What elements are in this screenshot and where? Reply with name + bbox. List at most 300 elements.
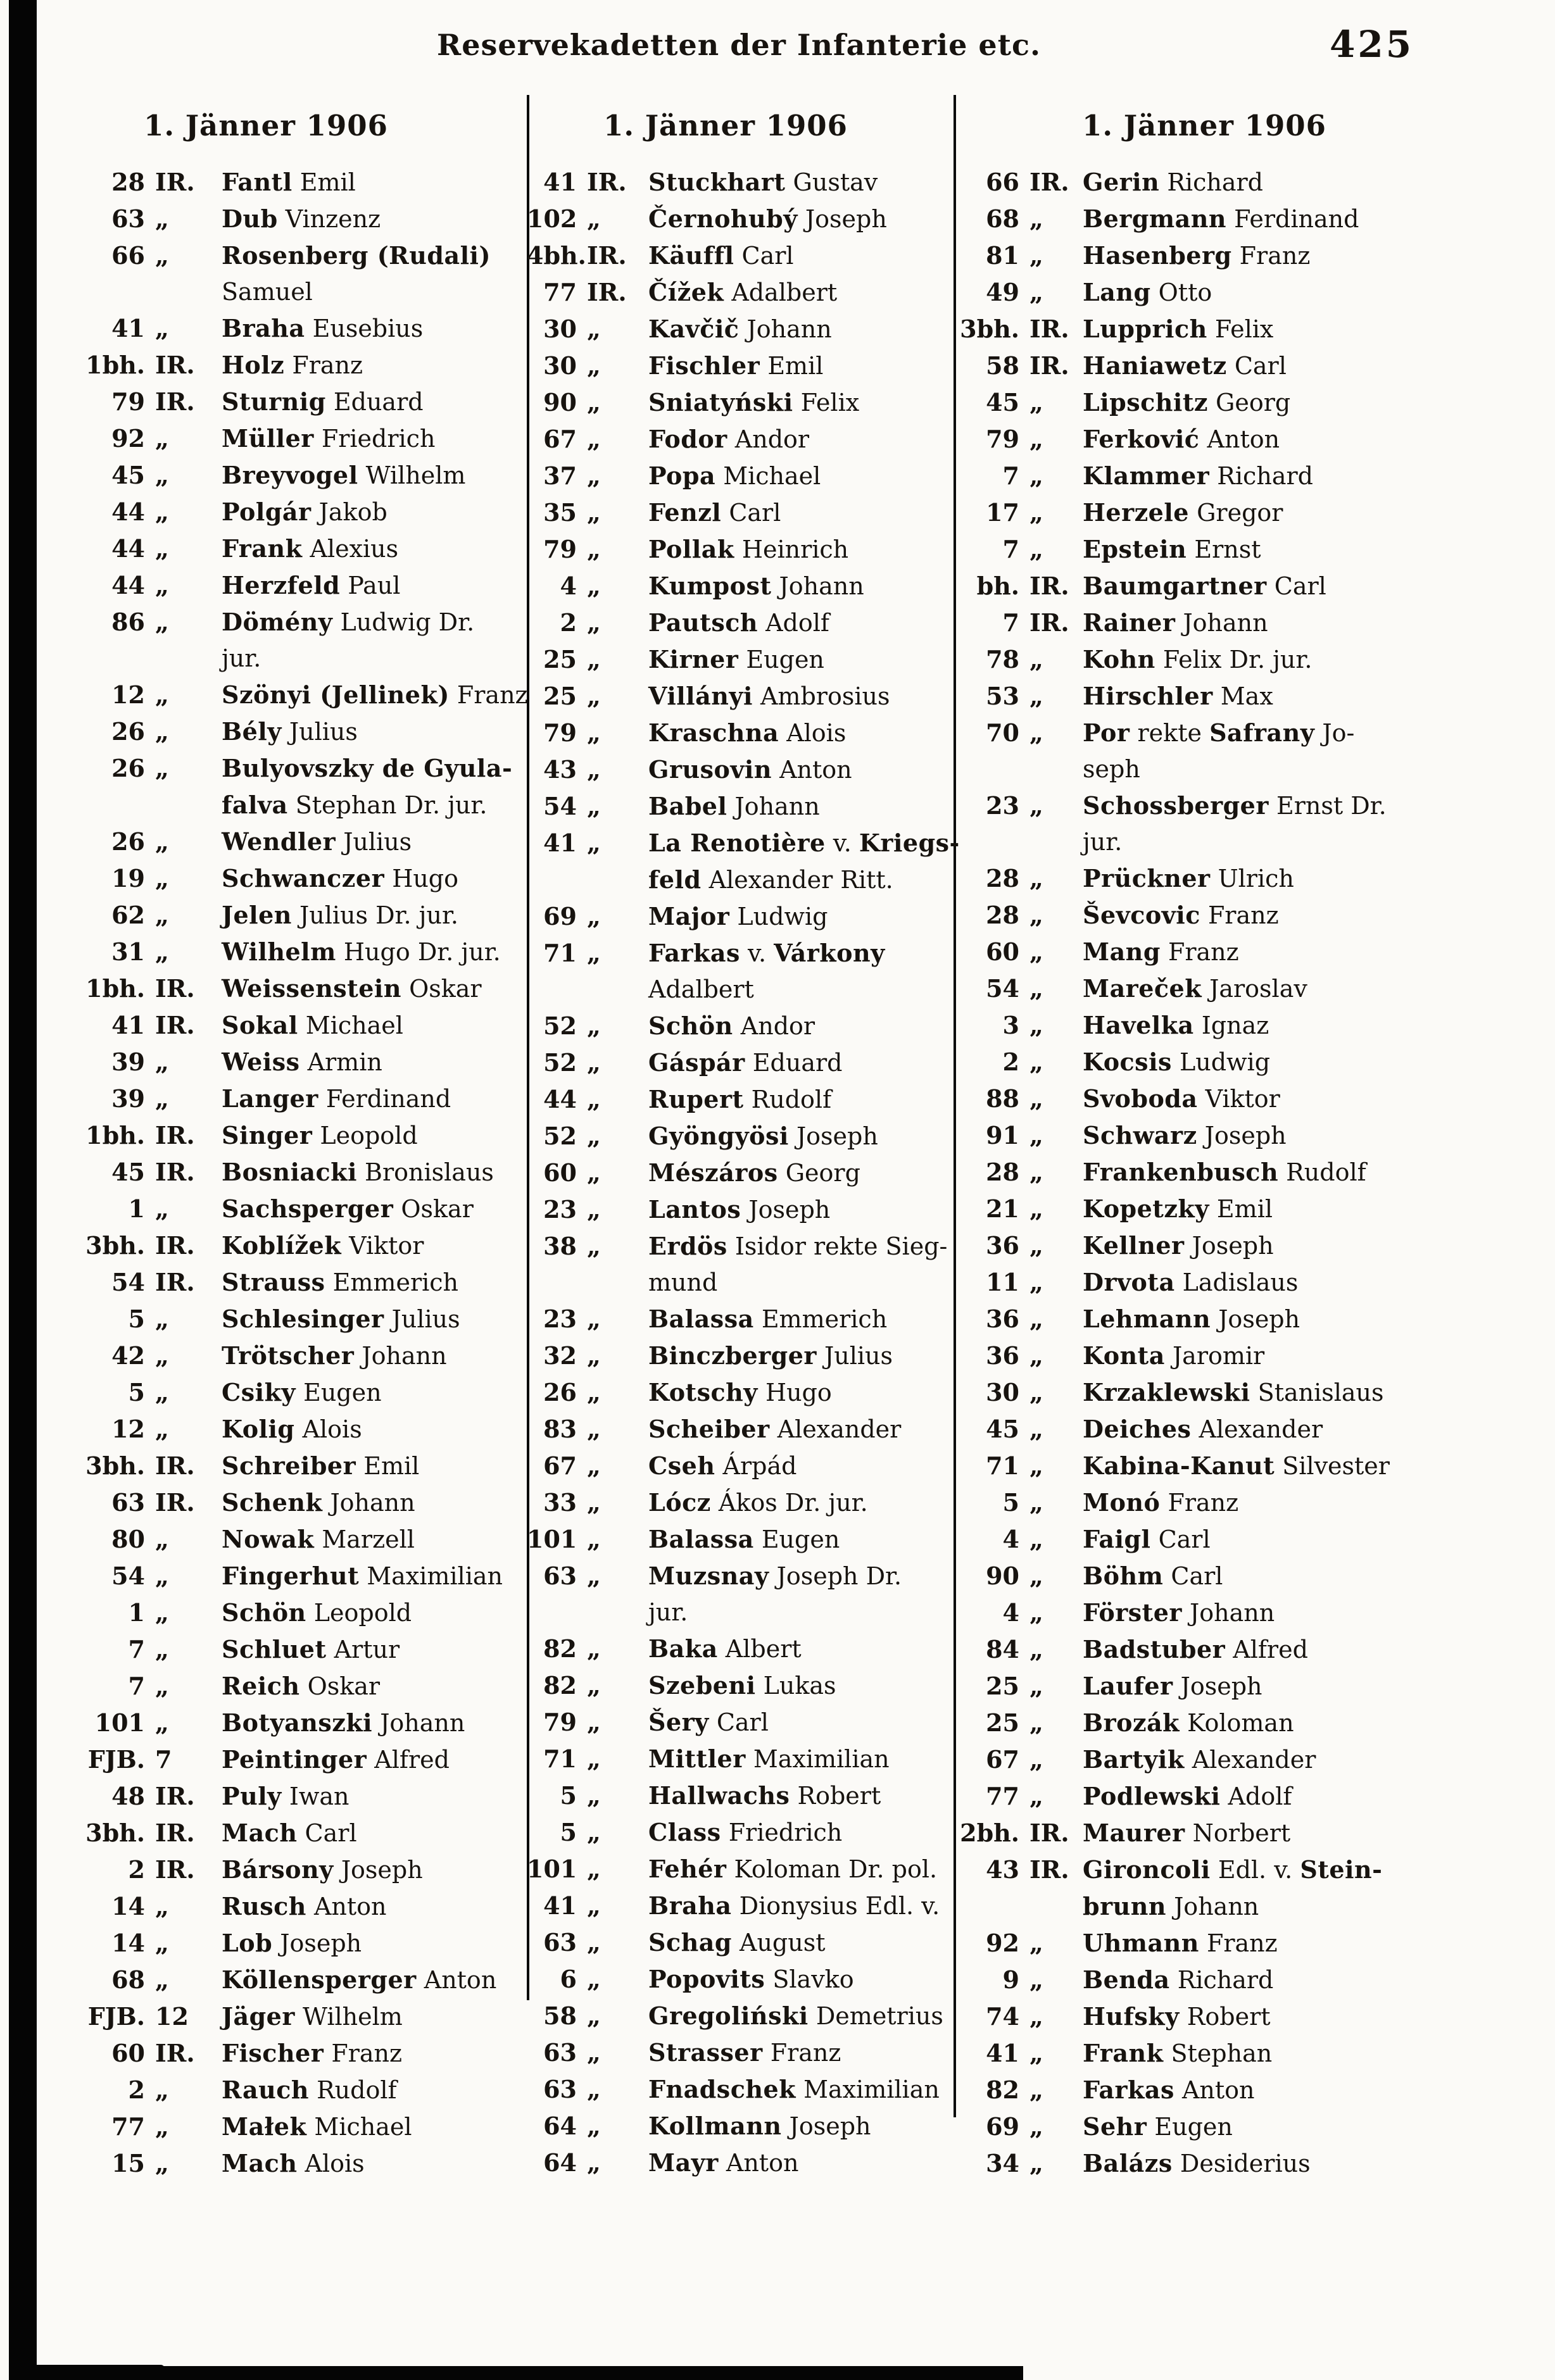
regiment-number: 35 [543,498,577,527]
person-name: Šery Carl [648,1708,769,1736]
regiment-type: IR. [1029,351,1069,380]
register-entry [38,1044,527,1080]
register-entry [38,897,527,934]
register-entry [527,1337,952,1374]
regiment-number: 4 [1002,1525,1019,1553]
register-entry [952,1521,1520,1558]
register-entry [952,1117,1520,1154]
register-entry [527,1667,952,1704]
regiment-type: „ [587,1085,601,1113]
regiment-type: IR. [1029,168,1069,196]
regiment-type: „ [1029,1598,1043,1627]
person-name: Podlewski Adolf [1083,1782,1292,1810]
regiment-type: „ [587,2112,601,2140]
regiment-number: 102 [527,204,577,233]
person-name: Lob Joseph [222,1929,362,1957]
regiment-number: 2 [560,608,577,637]
regiment-number: 81 [986,241,1019,270]
regiment-type: „ [1029,1562,1043,1590]
register-entry [952,237,1520,274]
register-entry [952,568,1520,604]
regiment-number: 7 [1002,608,1019,637]
register-entry [38,530,527,567]
register-entry [527,384,952,421]
regiment-type: „ [155,937,169,966]
register-entry [527,1008,952,1044]
regiment-type: 12 [155,2002,189,2031]
person-name: Černohubý Joseph [648,204,887,233]
register-entry [38,237,527,310]
regiment-number: 64 [543,2112,577,2140]
register-entry [527,1777,952,1814]
regiment-type: IR. [155,1121,195,1149]
regiment-number: 63 [111,1488,145,1517]
regiment-number: 37 [543,461,577,490]
regiment-number: 52 [543,1122,577,1150]
regiment-type: „ [1029,241,1043,270]
regiment-number: 54 [111,1562,145,1590]
register-entry [952,2108,1520,2145]
regiment-number: 79 [543,535,577,563]
regiment-type: „ [587,351,601,380]
register-entry [38,310,527,347]
person-name: Uhmann Franz [1083,1929,1278,1957]
person-name: Fantl Emil [222,168,356,196]
regiment-type: „ [1029,1231,1043,1260]
register-entry [38,1007,527,1044]
register-entry [952,274,1520,311]
column-middle [527,109,960,2181]
person-name: Bély Julius [222,717,358,746]
person-name: Braha Dionysius Edl. v. [648,1891,940,1920]
register-entry [38,1448,527,1484]
register-entry [38,1374,527,1411]
person-name: Hallwachs Robert [648,1781,881,1810]
register-entry [952,1374,1520,1411]
regiment-number: 38 [543,1232,577,1260]
regiment-number: 39 [111,1048,145,1076]
register-entry [38,1484,527,1521]
regiment-number: 92 [111,424,145,453]
person-name: Gerin Richard [1083,168,1263,196]
person-name: Deiches Alexander [1083,1415,1323,1443]
regiment-number: 7 [128,1635,145,1663]
regiment-number: 67 [543,1451,577,1480]
register-entry [952,1411,1520,1448]
regiment-number: 41 [111,314,145,342]
person-name: Mészáros Georg [648,1158,860,1187]
person-name: Mittler Maximilian [648,1744,890,1773]
regiment-type: „ [155,1562,169,1590]
person-name: Fenzl Carl [648,498,781,527]
register-entry [527,2034,952,2071]
regiment-number: 68 [111,1965,145,1994]
register-entry [38,1191,527,1227]
person-name: Herzfeld Paul [222,571,401,599]
person-name: Gyöngyösi Joseph [648,1122,878,1150]
person-name: Herzele Gregor [1083,498,1283,527]
register-entry [527,1924,952,1961]
regiment-number: 2bh. [960,1819,1019,1847]
register-entry [527,164,952,201]
regiment-type: „ [587,461,601,490]
regiment-type: „ [155,608,169,636]
regiment-number: 60 [111,2039,145,2067]
regiment-number: 66 [111,241,145,270]
regiment-number: 14 [111,1892,145,1920]
regiment-number: 101 [527,1855,577,1883]
register-entry [527,1191,952,1228]
regiment-type: „ [1029,1341,1043,1370]
regiment-number: 44 [111,534,145,563]
person-name: Wendler Julius [222,827,412,856]
column-date-heading: 1. Jänner 1906 [1082,109,1326,142]
register-entry [952,2072,1520,2108]
regiment-type: „ [1029,1782,1043,1810]
regiment-number: 69 [543,902,577,930]
regiment-type: „ [587,1928,601,1957]
regiment-number: 23 [543,1305,577,1333]
person-name: Schenk Johann [222,1488,415,1517]
regiment-type: IR. [587,241,627,270]
regiment-type: „ [587,1818,601,1846]
regiment-number: 34 [986,2149,1019,2177]
register-entry [38,1521,527,1558]
register-entry [38,1888,527,1925]
person-name: Drvota Ladislaus [1083,1268,1299,1296]
register-entry [38,1227,527,1264]
register-entry [527,715,952,751]
regiment-type: „ [587,1048,601,1077]
regiment-number: 54 [986,974,1019,1003]
regiment-number: 84 [986,1635,1019,1663]
regiment-type: „ [1029,388,1043,416]
regiment-type: „ [587,645,601,673]
regiment-type: „ [155,1048,169,1076]
register-entry [527,604,952,641]
regiment-type: „ [155,2112,169,2141]
person-name: Farkas v. Várkony Adalbert [648,939,885,1003]
regiment-number: 90 [986,1562,1019,1590]
register-entry [952,860,1520,897]
person-name: Schreiber Emil [222,1451,420,1480]
regiment-number: 63 [111,204,145,233]
register-entry [952,970,1520,1007]
regiment-number: 19 [111,864,145,892]
person-name: Lantos Joseph [648,1195,831,1224]
regiment-type: „ [155,314,169,342]
regiment-type: „ [155,204,169,233]
person-name: Szönyi (Jellinek) Franz [222,680,528,709]
regiment-number: 60 [986,937,1019,966]
register-entry [38,2145,527,2182]
person-name: Kellner Joseph [1083,1231,1274,1260]
regiment-number: 28 [986,1158,1019,1186]
regiment-number: 43 [543,755,577,784]
person-name: Čížek Adalbert [648,278,838,306]
regiment-number: 5 [560,1818,577,1846]
regiment-type: „ [1029,2149,1043,2177]
regiment-number: 5 [128,1378,145,1406]
person-name: Mang Franz [1083,937,1239,966]
register-entry [38,1337,527,1374]
register-entry [527,2145,952,2181]
person-name: Kolig Alois [222,1415,362,1443]
regiment-number: 32 [543,1341,577,1370]
register-entry [952,1815,1520,1851]
regiment-number: 2 [1002,1048,1019,1076]
regiment-type: IR. [155,1451,195,1480]
regiment-number: 36 [986,1231,1019,1260]
person-name: Lupprich Felix [1083,315,1274,343]
person-name: Kopetzky Emil [1083,1194,1273,1223]
person-name: Rainer Johann [1083,608,1268,637]
regiment-number: 86 [111,608,145,636]
regiment-number: 53 [986,682,1019,710]
regiment-number: 41 [543,168,577,196]
regiment-number: 77 [111,2112,145,2141]
regiment-type: „ [587,1855,601,1883]
regiment-type: IR. [155,1488,195,1517]
register-entry [38,1558,527,1594]
register-entry [38,1815,527,1851]
person-name: Brozák Koloman [1083,1708,1294,1737]
register-entry [38,1301,527,1337]
person-name: La Renotière v. Kriegs- feld Alexander Ritt. [648,829,960,894]
register-entry [952,1998,1520,2035]
person-name: Kollmann Joseph [648,2112,871,2140]
person-name: Förster Johann [1083,1598,1275,1627]
regiment-number: 3bh. [85,1451,145,1480]
person-name: Schön Andor [648,1012,815,1040]
register-entry [527,1228,952,1301]
register-entry [38,1925,527,1962]
regiment-number: 68 [986,204,1019,233]
person-name: Badstuber Alfred [1083,1635,1308,1663]
column-date-heading: 1. Jänner 1906 [603,109,848,142]
person-name: Balassa Eugen [648,1525,840,1553]
regiment-type: „ [1029,1635,1043,1663]
person-name: Haniawetz Carl [1083,351,1287,380]
register-entry [952,1668,1520,1705]
regiment-type: „ [1029,1378,1043,1406]
regiment-number: 1bh. [85,1121,145,1149]
regiment-number: 41 [543,829,577,857]
register-entry [527,1118,952,1155]
regiment-type: „ [155,827,169,856]
person-name: Svoboda Viktor [1083,1084,1280,1113]
regiment-number: 77 [543,278,577,306]
regiment-type: „ [1029,1194,1043,1223]
person-name: Kumpost Johann [648,572,864,600]
person-name: Popovits Slavko [648,1965,854,1993]
regiment-type: „ [587,682,601,710]
regiment-type: „ [1029,278,1043,306]
person-name: Balassa Emmerich [648,1305,888,1333]
person-name: Pollak Heinrich [648,535,849,563]
register-entry [527,1155,952,1191]
register-columns [38,109,1520,2182]
register-entry [952,458,1520,494]
regiment-number: 14 [111,1929,145,1957]
person-name: Monó Franz [1083,1488,1239,1517]
register-entry [952,494,1520,531]
regiment-type: „ [155,1415,169,1443]
regiment-number: 54 [111,1268,145,1296]
register-entry [527,1448,952,1484]
regiment-number: 23 [543,1195,577,1224]
regiment-type: „ [155,2149,169,2177]
regiment-type: „ [155,680,169,709]
regiment-number: 26 [543,1378,577,1406]
register-entry [527,1521,952,1558]
register-entry [527,1374,952,1411]
regiment-type: „ [1029,1672,1043,1700]
regiment-type: IR. [1029,1855,1069,1884]
regiment-number: 79 [543,718,577,747]
regiment-type: „ [587,1634,601,1663]
regiment-type: IR. [1029,608,1069,637]
regiment-type: IR. [155,2039,195,2067]
regiment-type: „ [587,829,601,857]
person-name: Bosniacki Bronislaus [222,1158,494,1186]
regiment-type: IR. [1029,572,1069,600]
regiment-number: 1 [128,1598,145,1627]
register-entry [38,713,527,750]
regiment-type: „ [587,792,601,820]
regiment-number: 5 [560,1781,577,1810]
regiment-type: „ [587,608,601,637]
regiment-type: IR. [155,1819,195,1847]
regiment-type: „ [1029,535,1043,563]
regiment-number: 26 [111,754,145,782]
person-name: Lipschitz Georg [1083,388,1291,416]
regiment-type: „ [587,2075,601,2103]
person-name: Konta Jaromir [1083,1341,1265,1370]
register-entry [527,1484,952,1521]
register-entry [38,1631,527,1668]
person-name: Hufsky Robert [1083,2002,1271,2031]
regiment-number: 15 [111,2149,145,2177]
regiment-number: 1bh. [85,974,145,1003]
regiment-number: 12 [111,1415,145,1443]
regiment-type: „ [155,717,169,746]
person-name: Cseh Árpád [648,1451,797,1480]
regiment-type: „ [1029,1451,1043,1480]
person-name: Schlesinger Julius [222,1305,460,1333]
person-name: Breyvogel Wilhelm [222,461,466,489]
person-name: Scheiber Alexander [648,1415,902,1443]
regiment-type: „ [1029,645,1043,673]
regiment-type: „ [155,1341,169,1370]
regiment-number: 52 [543,1012,577,1040]
person-name: Mach Alois [222,2149,365,2177]
person-name: Fodor Andor [648,425,810,453]
person-name: Popa Michael [648,461,821,490]
person-name: Epstein Ernst [1083,535,1261,563]
person-name: Trötscher Johann [222,1341,447,1370]
regiment-type: „ [587,1744,601,1773]
person-name: Maurer Norbert [1083,1819,1291,1847]
person-name: Bergmann Ferdinand [1083,204,1359,233]
regiment-number: 79 [986,425,1019,453]
register-entry [38,970,527,1007]
person-name: Ševcovic Franz [1083,901,1279,929]
regiment-number: 4 [560,572,577,600]
regiment-number: 70 [986,718,1019,747]
regiment-type: „ [1029,1965,1043,1994]
register-entry [952,1191,1520,1227]
register-entry [527,237,952,274]
register-entry [952,1962,1520,1998]
person-name: Kocsis Ludwig [1083,1048,1271,1076]
regiment-number: bh. [976,572,1019,600]
regiment-type: „ [1029,1121,1043,1149]
register-entry [952,1448,1520,1484]
register-entry [527,568,952,604]
person-name: Kraschna Alois [648,718,847,747]
register-entry [527,1558,952,1631]
register-entry [527,1998,952,2034]
register-entry [952,531,1520,568]
regiment-type: IR. [1029,315,1069,343]
regiment-type: „ [1029,2039,1043,2067]
regiment-type: „ [155,1929,169,1957]
regiment-number: 90 [543,388,577,416]
regiment-type: „ [1029,425,1043,453]
person-name: Hasenberg Franz [1083,241,1311,270]
regiment-number: 45 [111,461,145,489]
regiment-type: IR. [155,1231,195,1260]
regiment-number: 64 [543,2148,577,2177]
person-name: Faigl Carl [1083,1525,1211,1553]
person-name: Käuffl Carl [648,241,794,270]
regiment-number: 3bh. [85,1819,145,1847]
register-entry [952,348,1520,384]
register-entry [527,641,952,678]
regiment-number: 25 [543,645,577,673]
regiment-number: 63 [543,2038,577,2067]
regiment-type: „ [155,461,169,489]
person-name: Polgár Jakob [222,498,387,526]
regiment-type: „ [155,1672,169,1700]
person-name: Małek Michael [222,2112,412,2141]
regiment-type: „ [1029,937,1043,966]
person-name: Class Friedrich [648,1818,843,1846]
register-entry [38,1411,527,1448]
regiment-number: 41 [986,2039,1019,2067]
person-name: Rupert Rudolf [648,1085,832,1113]
person-name: Reich Oskar [222,1672,381,1700]
register-entry [527,311,952,348]
register-entry [952,421,1520,458]
person-name: Schossberger Ernst Dr. jur. [1083,791,1387,856]
person-name: Schwarz Joseph [1083,1121,1287,1149]
regiment-type: IR. [155,387,195,416]
register-entry [38,604,527,677]
register-entry [527,531,952,568]
regiment-number: 28 [986,864,1019,892]
person-name: Stuckhart Gustav [648,168,878,196]
register-entry [527,201,952,237]
regiment-number: 66 [986,168,1019,196]
regiment-type: „ [155,1305,169,1333]
register-entry [527,1888,952,1924]
person-name: Nowak Marzell [222,1525,415,1553]
regiment-type: „ [155,1892,169,1920]
register-entry [38,1851,527,1888]
register-entry [952,1705,1520,1741]
